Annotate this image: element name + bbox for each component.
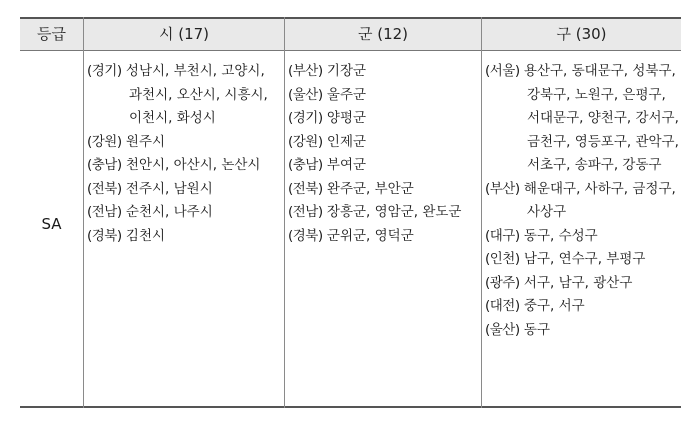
- gu-entry: [485, 295, 679, 319]
- region-label: (울산): [288, 86, 323, 103]
- region-label: (전북): [87, 180, 122, 197]
- gun-entry: [288, 131, 461, 155]
- region-label: (전남): [87, 204, 122, 220]
- column-divider-1: [83, 17, 84, 408]
- district-list: 이천시, 화성시: [129, 110, 216, 126]
- si-entry: [87, 131, 268, 155]
- gu-entry: [485, 60, 679, 178]
- gu-entry: [485, 248, 679, 272]
- gu-entry-line: [485, 295, 679, 319]
- si-entry: [87, 60, 268, 131]
- district-list: 장흥군, 영암군, 완도군: [326, 204, 462, 220]
- gun-entry-line: [288, 225, 461, 249]
- district-list: 인제군: [326, 133, 367, 150]
- si-entry-line: [87, 225, 268, 249]
- region-label: (광주): [485, 274, 520, 291]
- district-list: 강북구, 노원구, 은평구,: [527, 86, 666, 103]
- gun-entry: [288, 60, 461, 84]
- gun-entry: [288, 107, 461, 131]
- gu-entry-line: [485, 201, 679, 225]
- classification-table: [20, 17, 681, 408]
- gu-entry-line: [485, 225, 679, 249]
- region-label: (울산): [485, 321, 520, 338]
- region-label: (충남): [87, 157, 122, 173]
- si-entry: [87, 154, 268, 178]
- gu-entry-line: [485, 154, 679, 178]
- district-list: 김천시: [125, 227, 166, 244]
- si-entry: [87, 201, 268, 225]
- column-divider-3: [481, 17, 482, 408]
- region-label: (대전): [485, 298, 520, 314]
- district-list: 서구, 남구, 광산구: [523, 274, 633, 291]
- header-grade: 등급: [37, 25, 66, 43]
- region-label: (부산): [288, 63, 323, 79]
- gun-column: [288, 60, 461, 248]
- district-list: 서대문구, 양천구, 강서구,: [527, 110, 679, 126]
- district-list: 성남시, 부천시, 고양시,: [125, 63, 265, 79]
- header-gu: 구 (30): [556, 25, 607, 43]
- gu-entry-line: [485, 272, 679, 296]
- gu-entry-line: [485, 131, 679, 155]
- si-column: [87, 60, 268, 248]
- gu-entry: [485, 319, 679, 343]
- header-divider: [20, 50, 681, 51]
- gun-entry: [288, 225, 461, 249]
- gu-entry: [485, 225, 679, 249]
- si-entry-line: [87, 107, 268, 131]
- district-list: 천안시, 아산시, 논산시: [125, 157, 261, 173]
- si-entry-line: [87, 201, 268, 225]
- district-list: 해운대구, 사하구, 금정구,: [523, 180, 676, 197]
- district-list: 전주시, 남원시: [125, 180, 213, 197]
- header-gun: 군 (12): [357, 25, 409, 43]
- column-divider-2: [284, 17, 285, 408]
- gun-entry-line: [288, 84, 461, 108]
- district-list: 사상구: [527, 204, 567, 220]
- district-list: 순천시, 나주시: [125, 204, 213, 220]
- district-list: 부여군: [326, 157, 367, 173]
- gu-entry-line: [485, 84, 679, 108]
- gu-entry-line: [485, 107, 679, 131]
- gu-entry-line: [485, 178, 679, 202]
- district-list: 서초구, 송파구, 강동구: [527, 157, 662, 173]
- region-label: (인천): [485, 251, 520, 267]
- district-list: 남구, 연수구, 부평구: [523, 251, 646, 267]
- gu-entry-line: [485, 248, 679, 272]
- region-label: (경북): [288, 227, 323, 244]
- gu-entry: [485, 178, 679, 225]
- district-list: 금천구, 영등포구, 관악구,: [527, 133, 679, 150]
- si-entry-line: [87, 154, 268, 178]
- region-label: (경기): [288, 110, 323, 126]
- si-entry: [87, 225, 268, 249]
- gun-entry: [288, 178, 461, 202]
- district-list: 울주군: [326, 86, 367, 103]
- region-label: (대구): [485, 227, 520, 244]
- gu-entry-line: [485, 60, 679, 84]
- gun-entry-line: [288, 131, 461, 155]
- si-entry-line: [87, 178, 268, 202]
- district-list: 완주군, 부안군: [326, 180, 414, 197]
- si-entry-line: [87, 60, 268, 84]
- district-list: 기장군: [326, 63, 367, 79]
- region-label: (서울): [485, 63, 520, 79]
- bottom-border: [20, 406, 681, 408]
- district-list: 군위군, 영덕군: [326, 227, 414, 244]
- si-entry: [87, 178, 268, 202]
- gun-entry: [288, 154, 461, 178]
- gun-entry: [288, 84, 461, 108]
- gun-entry-line: [288, 178, 461, 202]
- district-list: 원주시: [125, 133, 166, 150]
- region-label: (강원): [288, 133, 323, 150]
- gun-entry-line: [288, 107, 461, 131]
- si-entry-line: [87, 84, 268, 108]
- region-label: (충남): [288, 157, 323, 173]
- region-label: (경북): [87, 227, 122, 244]
- gun-entry: [288, 201, 461, 225]
- header-si: 시 (17): [158, 25, 210, 43]
- district-list: 중구, 서구: [523, 298, 585, 314]
- gun-entry-line: [288, 201, 461, 225]
- district-list: 양평군: [326, 110, 367, 126]
- district-list: 동구, 수성구: [523, 227, 598, 244]
- district-list: 용산구, 동대문구, 성북구,: [523, 63, 676, 79]
- gu-entry: [485, 272, 679, 296]
- district-list: 동구: [523, 321, 551, 338]
- district-list: 과천시, 오산시, 시흥시,: [129, 86, 268, 103]
- grade-cell: SA: [41, 215, 62, 233]
- gu-entry-line: [485, 319, 679, 343]
- region-label: (경기): [87, 63, 122, 79]
- region-label: (강원): [87, 133, 122, 150]
- gun-entry-line: [288, 60, 461, 84]
- si-entry-line: [87, 131, 268, 155]
- region-label: (부산): [485, 180, 520, 197]
- region-label: (전남): [288, 204, 323, 220]
- region-label: (전북): [288, 180, 323, 197]
- gu-column: [485, 60, 679, 342]
- gun-entry-line: [288, 154, 461, 178]
